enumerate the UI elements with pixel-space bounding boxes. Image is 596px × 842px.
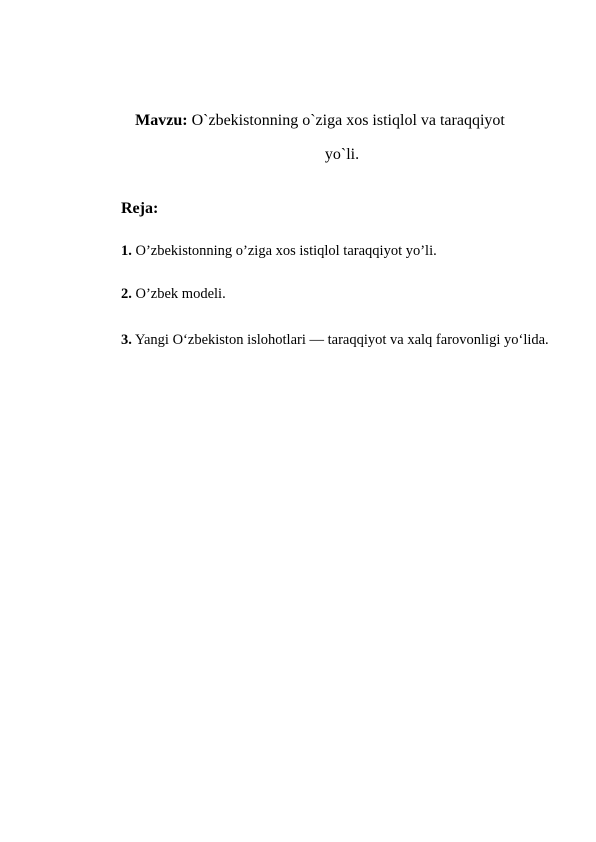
plan-item-text: O’zbekistonning o’ziga xos istiqlol taraqqiyot yo’li. (135, 243, 437, 259)
topic-title-line1 (90, 104, 550, 138)
plan-item-text: O’zbek modeli. (135, 286, 226, 302)
topic-label: Mavzu: (135, 112, 188, 129)
plan-item-number: 2. (121, 286, 132, 302)
plan-heading: Reja: (121, 200, 159, 217)
plan-item-text: Yangi O‘zbekiston islohotlari — taraqqiyot va xalq farovonligi yo‘lida. (134, 332, 549, 348)
topic-text-line2: yo`li. (324, 146, 360, 163)
plan-item-number: 1. (121, 243, 132, 259)
plan-item (86, 327, 558, 353)
topic-title (90, 104, 550, 172)
plan-item (121, 243, 437, 260)
topic-text-line1: O`zbekistonning o`ziga xos istiqlol va taraqqiyot (191, 112, 505, 129)
plan-item-number: 3. (121, 332, 132, 348)
plan-item (121, 286, 226, 303)
